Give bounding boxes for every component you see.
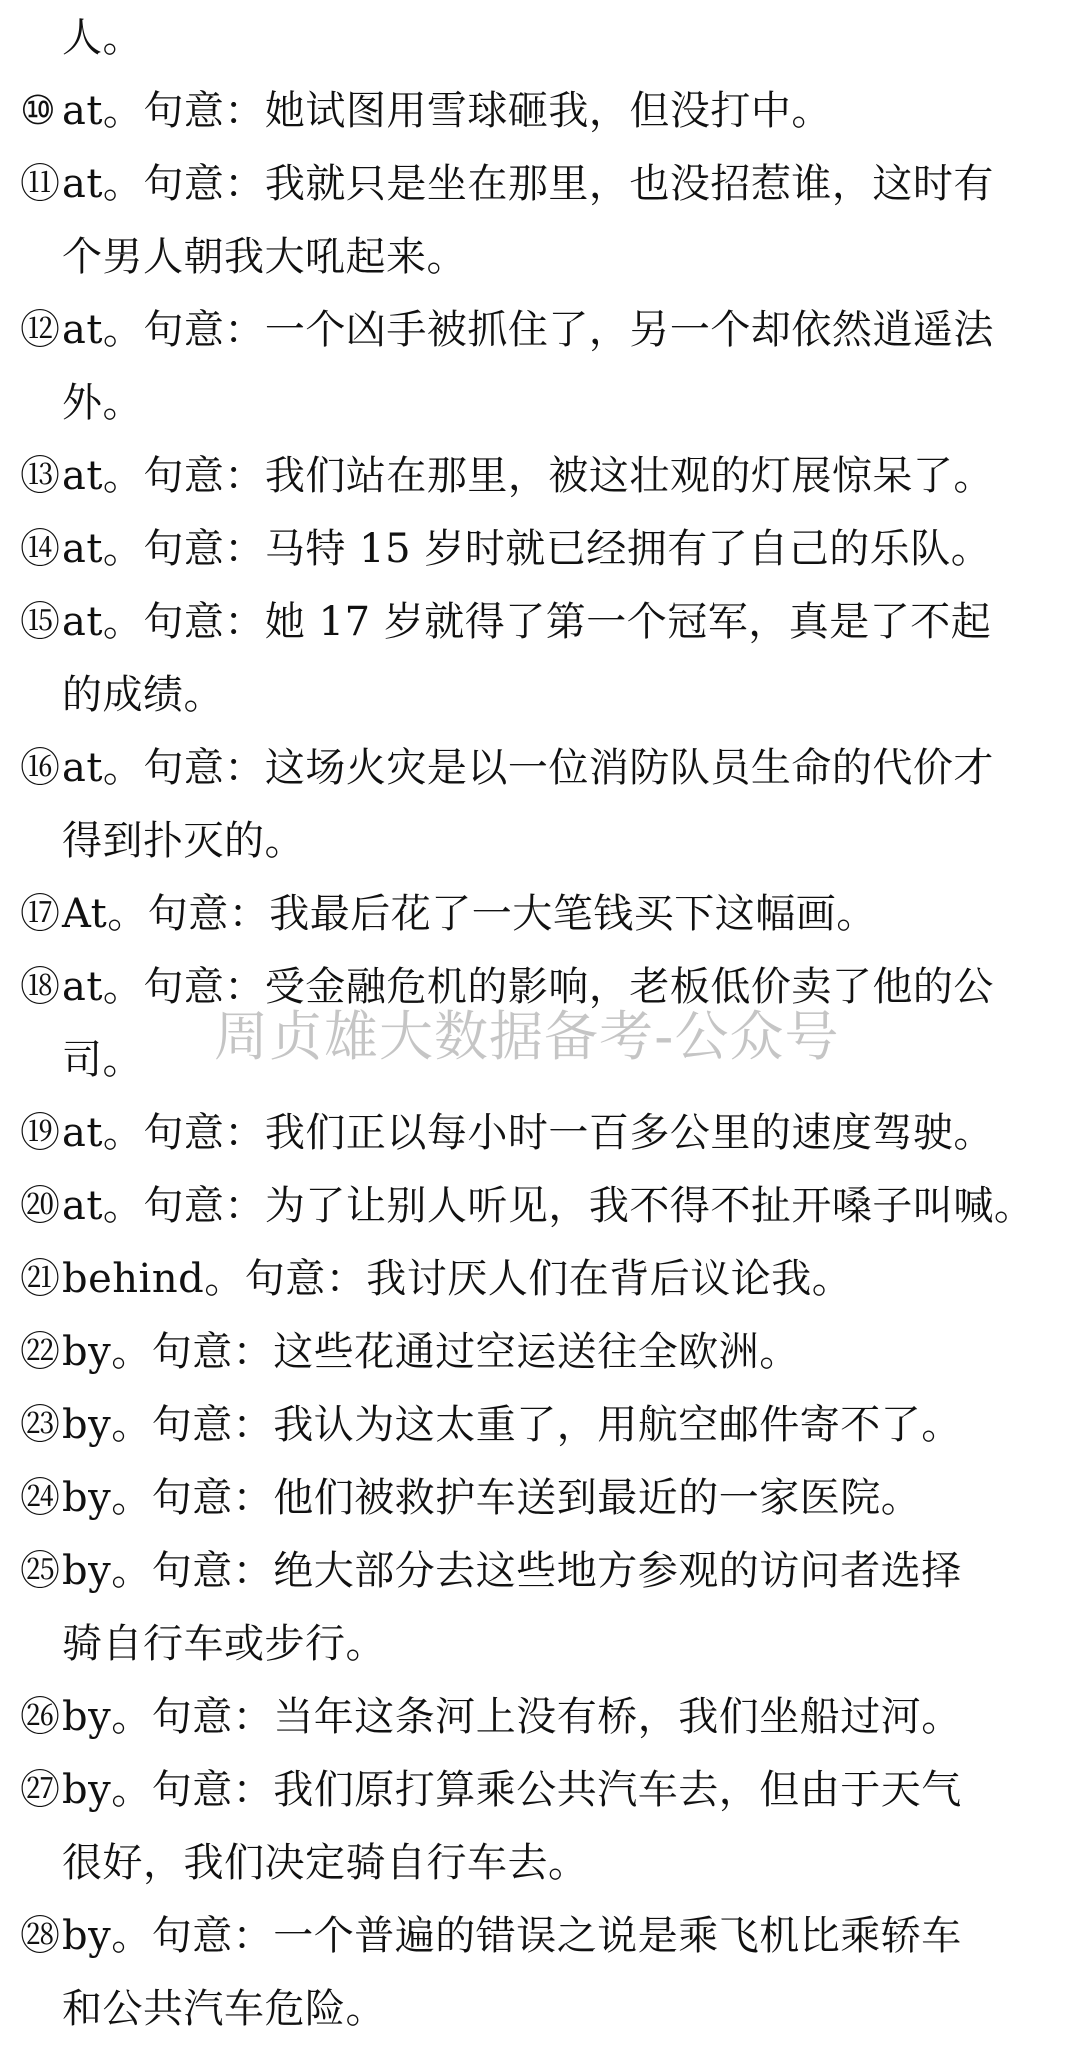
explanation-line: 。句意：我认为这太重了，用航空邮件寄不了。 [111, 1402, 962, 1448]
item-number: ㉒ [20, 1329, 61, 1375]
item-number: ㉓ [20, 1402, 61, 1448]
answer-entry-25 [20, 1535, 1065, 1681]
answer-entry-15 [20, 586, 1065, 732]
item-number: ⑲ [20, 1110, 61, 1156]
item-number: ⑱ [20, 964, 61, 1010]
item-number: ㉖ [20, 1694, 61, 1740]
explanation-line: 。句意：他们被救护车送到最近的一家医院。 [111, 1475, 922, 1521]
item-number: ⑰ [20, 891, 61, 937]
answer-entry-20 [20, 1170, 1065, 1243]
explanation-line: 。句意：一个普遍的错误之说是乘飞机比乘轿车 [111, 1913, 962, 1959]
explanation-continuation: 的成绩。 [62, 672, 224, 718]
explanation-line: 。句意：这场火灾是以一位消防队员生命的代价才 [102, 745, 994, 791]
item-number: ⑪ [20, 161, 61, 207]
answer-word: by [62, 1767, 112, 1813]
answer-entry-28 [20, 1900, 1065, 2046]
explanation-continuation: 司。 [62, 1037, 143, 1083]
item-number: ⑯ [20, 745, 61, 791]
answer-entry-19 [20, 1097, 1065, 1170]
answer-word: At [62, 891, 108, 937]
answer-word: at [62, 745, 103, 791]
item-number: ㉔ [20, 1475, 61, 1521]
answer-word: behind [62, 1256, 205, 1302]
answer-word: by [62, 1402, 112, 1448]
answer-word: at [62, 88, 103, 134]
watermark-text: 周贞雄大数据备考-公众号 [214, 1005, 840, 1068]
answer-entry-14 [20, 513, 1065, 586]
answer-word: at [62, 307, 103, 353]
explanation-line: 。句意：受金融危机的影响，老板低价卖了他的公 [102, 964, 994, 1010]
answer-word: by [62, 1475, 112, 1521]
answer-word: by [62, 1548, 112, 1594]
answer-word: at [62, 161, 103, 207]
item-number: ⑫ [20, 307, 61, 353]
item-number: ⑬ [20, 453, 61, 499]
item-number: ⑩ [20, 88, 57, 134]
explanation-line: 。句意：这些花通过空运送往全欧洲。 [111, 1329, 800, 1375]
answer-entry-27 [20, 1754, 1065, 1900]
explanation-continuation: 骑自行车或步行。 [62, 1621, 386, 1667]
explanation-line: 。句意：马特 15 岁时就已经拥有了自己的乐队。 [102, 526, 992, 572]
explanation-continuation: 个男人朝我大吼起来。 [62, 234, 467, 280]
answer-entry-12 [20, 294, 1065, 440]
explanation-line: 。句意：我讨厌人们在背后议论我。 [204, 1256, 853, 1302]
answer-word: by [62, 1694, 112, 1740]
explanation-line: 。句意：我们原打算乘公共汽车去，但由于天气 [111, 1767, 962, 1813]
answer-entry-21 [20, 1243, 1065, 1316]
explanation-line: 。句意：当年这条河上没有桥，我们坐船过河。 [111, 1694, 962, 1740]
explanation-continuation: 得到扑灭的。 [62, 818, 305, 864]
explanation-line: 。句意：她试图用雪球砸我，但没打中。 [102, 88, 832, 134]
item-number: ㉑ [20, 1256, 61, 1302]
answer-word: at [62, 599, 103, 645]
answer-entry-13 [20, 440, 1065, 513]
explanation-line: 。句意：我最后花了一大笔钱买下这幅画。 [107, 891, 877, 937]
answer-entry-23 [20, 1389, 1065, 1462]
explanation-line: 。句意：我们正以每小时一百多公里的速度驾驶。 [102, 1110, 994, 1156]
item-number: ⑭ [20, 526, 61, 572]
answer-word: at [62, 1110, 103, 1156]
answer-word: at [62, 453, 103, 499]
explanation-line: 。句意：我们站在那里，被这壮观的灯展惊呆了。 [102, 453, 994, 499]
answer-entry-10 [20, 75, 1065, 148]
item-number: ⑳ [20, 1183, 61, 1229]
lead-fragment: 人。 [62, 15, 143, 61]
answer-entry-16 [20, 732, 1065, 878]
explanation-continuation: 很好，我们决定骑自行车去。 [62, 1840, 589, 1886]
explanation-line: 。句意：绝大部分去这些地方参观的访问者选择 [111, 1548, 962, 1594]
answer-entry-24 [20, 1462, 1065, 1535]
answer-word: at [62, 526, 103, 572]
answer-word: at [62, 964, 103, 1010]
explanation-line: 。句意：她 17 岁就得了第一个冠军，真是了不起 [102, 599, 992, 645]
item-number: ㉘ [20, 1913, 61, 1959]
answer-word: by [62, 1329, 112, 1375]
explanation-continuation: 和公共汽车危险。 [62, 1986, 386, 2032]
item-number: ㉕ [20, 1548, 61, 1594]
item-number: ㉗ [20, 1767, 61, 1813]
explanation-line: 。句意：一个凶手被抓住了，另一个却依然逍遥法 [102, 307, 994, 353]
explanation-line: 。句意：为了让别人听见，我不得不扯开嗓子叫喊。 [102, 1183, 1035, 1229]
answer-word: at [62, 1183, 103, 1229]
explanation-line: 。句意：我就只是坐在那里，也没招惹谁，这时有 [102, 161, 994, 207]
explanation-continuation: 外。 [62, 380, 143, 426]
answer-entry-11 [20, 148, 1065, 294]
answer-entry-26 [20, 1681, 1065, 1754]
item-number: ⑮ [20, 599, 61, 645]
answer-entry-17 [20, 878, 1065, 951]
answer-word: by [62, 1913, 112, 1959]
answer-entry-22 [20, 1316, 1065, 1389]
